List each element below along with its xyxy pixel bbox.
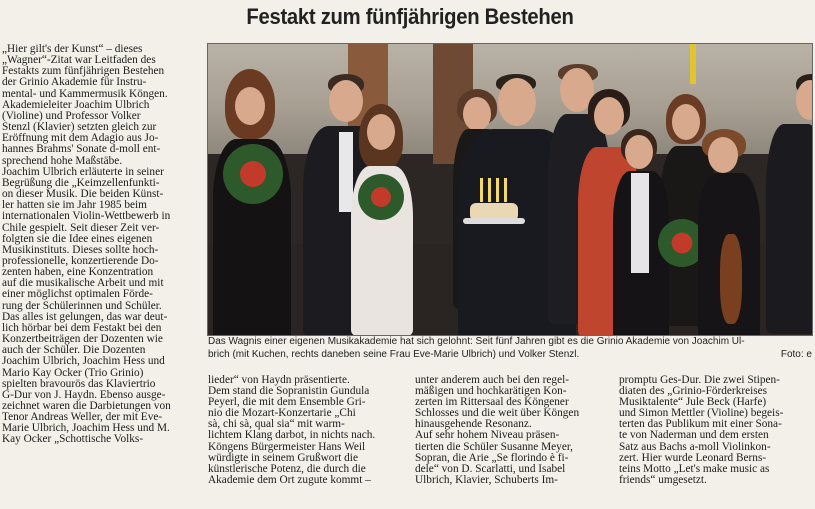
cake-plate [463,218,525,224]
caption-line: brich (mit Kuchen, rechts daneben seine Frau Eve-Marie Ulbrich) und Volker Stenzl. [208,348,580,360]
text-line: Eröffnung mit dem Adagio aus Jo- [2,132,159,145]
text-line: zerten im Rittersaal des Köngener [415,396,569,409]
article-column-3 [415,375,611,509]
cake-candle [504,178,507,202]
text-line: G-Dur von J. Haydn. Ebenso ausge- [2,388,166,401]
text-line: und Simon Mettler (Violine) begeis- [619,407,784,420]
text-line: Satz aus Bachs a-moll Violinkon- [619,440,771,453]
flower-bouquet [223,144,283,204]
article-column-4 [619,375,813,509]
text-line: würdigte in seinem Grußwort die [208,451,358,464]
text-line: „Hier gilt's der Kunst“ – dieses [2,44,143,55]
text-line: sprechend hohe Maßstäbe. [2,154,123,167]
text-line: rung der Schülerinnen und Schüler. [2,299,162,312]
text-line: zeichnet waren die Darbietungen von [2,400,171,412]
text-line: einer möglichst optimalen Förde- [2,288,153,301]
text-line: Festakts zum fünfjährigen Bestehen [2,65,165,78]
photo-yellow-marker [690,44,696,84]
cake-candle [480,178,483,202]
text-line: dele“ von D. Scarlatti, und Isabel [415,462,566,475]
text-line: Musikinstituts. Dieses sollte hoch- [2,243,159,256]
text-line: Akademie dem Ort zugute kommt – [208,473,371,486]
text-line: internationalen Violin-Wettbewerb in [2,210,171,223]
text-line: lich hörbar bei dem Festakt bei den [2,321,162,334]
cake-candle [488,178,491,202]
text-line: zert. Hier wurde Leonard Berns- [619,451,767,464]
text-line: Schlosses und die weit über Köngen [415,407,580,420]
article-column-left [2,44,202,509]
text-line: Joachim Ulbrich erläuterte in seiner [2,165,164,178]
text-line: Chile gespielt. Seit dieser Zeit ver- [2,221,160,234]
text-line: auch der Schüler. Die Dozenten [2,344,146,357]
text-line: terten das Publikum mit einer Sona- [619,418,782,431]
group-photo [207,43,813,336]
text-line: Sopran, die Arie „Se florindo è fi- [415,451,569,464]
text-line: Musiktalente“ Jule Beck (Harfe) [619,396,767,409]
text-line: hinausgehende Resonanz. [415,418,532,431]
text-line: professionelle, konzertierende Do- [2,254,159,267]
text-line: Akademieleiter Joachim Ulbrich [2,98,150,111]
text-line: Das alles ist gelungen, das war deut- [2,310,168,323]
article-headline: Festakt zum fünfjährigen Bestehen [246,4,574,29]
text-line: Joachim Ulbrich, Joachim Hess und [2,355,165,368]
text-line: Kay Ocker „Schottische Volks- [2,433,144,446]
text-line: hannes Brahms' Sonate d-moll ent- [2,143,161,156]
text-line: diaten des „Grinio-Förderkreises [619,385,768,398]
text-line: Tenor Andreas Weller, der mit Eve- [2,411,163,424]
text-line: friends“ umgesetzt. [619,473,707,486]
photo-caption [208,336,812,361]
text-line: Dem stand die Sopranistin Gundula [208,385,370,398]
text-line: Stenzl (Klavier) setzten gleich zur [2,121,157,134]
text-line: unter anderem auch bei den regel- [415,375,569,386]
photo-credit: Foto: e [780,348,812,360]
text-line: spielten bravourös das Klaviertrio [2,377,156,390]
text-line: (Violine) und Professor Volker [2,109,141,122]
article-column-2 [208,375,406,509]
text-line: promptu Ges-Dur. Die zwei Stipen- [619,375,780,386]
text-line: teins Motto „Let's make music as [619,462,770,475]
text-line: Köngens Bürgermeister Hans Weil [208,440,366,453]
text-line: Begrüßung die „Keimzellenfunkti- [2,176,160,189]
text-line: on dieser Musik. Die beiden Künst- [2,188,164,201]
cake-candle [496,178,499,202]
text-line: Marie Ulbrich, Joachim Hess und M. [2,422,170,435]
text-line: Ulbrich, Klavier, Schuberts Im- [415,473,558,486]
text-line: lichtem Klang darbot, in nichts nach. [208,429,376,442]
text-line: Auf sehr hohem Niveau präsen- [415,429,560,442]
text-line: mental- und Kammermusik Köngen. [2,87,168,100]
text-line: Mario Kay Ocker (Trio Grinio) [2,366,144,379]
text-line: der Grinio Akademie für Instru- [2,76,147,89]
text-line: folgten sie die Idee eines eigenen [2,232,153,245]
text-line: te von Naderman und dem ersten [619,429,769,442]
text-line: Konzertbeiträgen der Dozenten wie [2,333,163,346]
text-line: nio die Mozart-Konzertarie „Chi [208,407,356,420]
text-line: „Wagner“-Zitat war Leitfaden des [2,54,156,67]
text-line: ler hatten sie im Jahr 1985 beim [2,199,147,212]
text-line: sà, chi sà, qual sia“ mit warm- [208,418,345,431]
text-line: Peyerl, die mit dem Ensemble Gri- [208,396,366,409]
violin [720,234,742,324]
caption-line: Das Wagnis einer eigenen Musikakademie hat sich gelohnt: Seit fünf Jahren gibt es die Grinio Akademie von Joachim Ul- [208,336,745,347]
text-line: zenten haben, eine Konzentration [2,266,154,279]
text-line: mäßigen und hochkarätigen Kon- [415,385,567,398]
text-line: künstlerische Potenz, die durch die [208,462,366,475]
text-line: auf die musikalische Arbeit und mit [2,277,164,290]
text-line: lieder“ von Haydn präsentierte. [208,375,350,386]
text-line: tierten die Schüler Susanne Meyer, [415,440,573,453]
flower-bouquet [358,174,404,220]
